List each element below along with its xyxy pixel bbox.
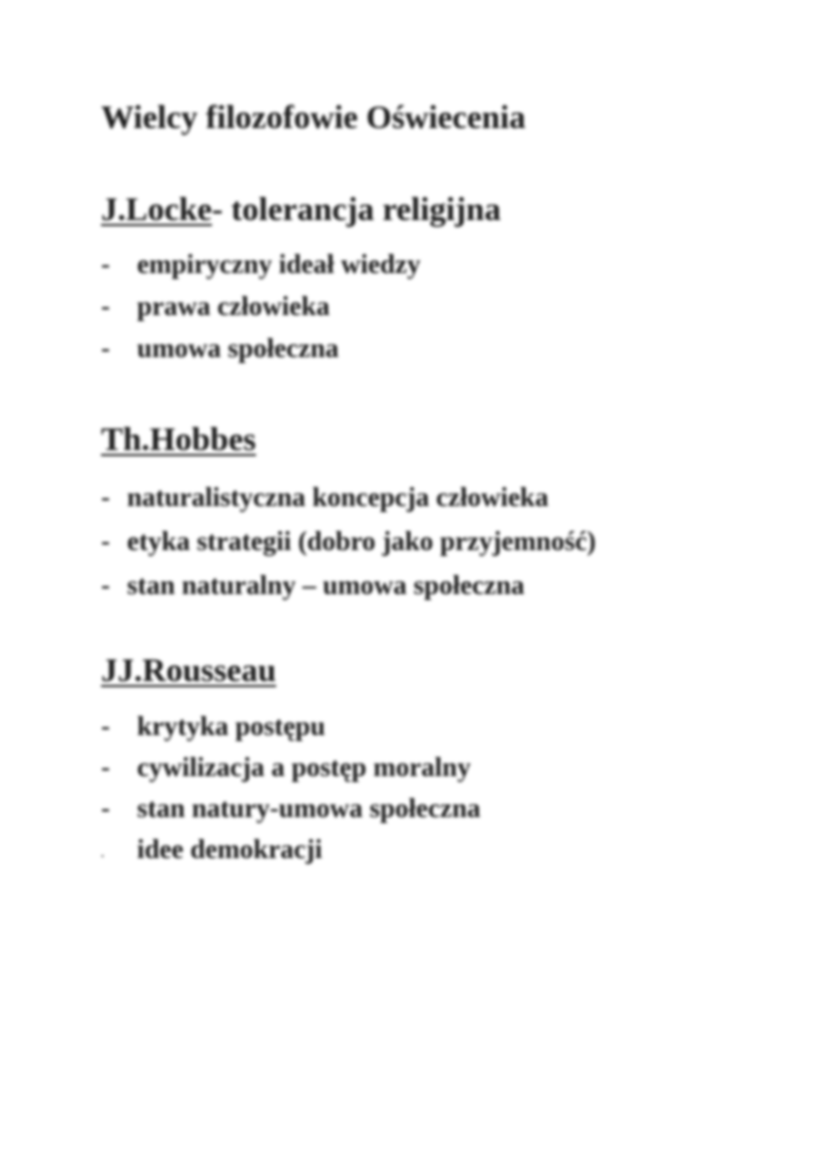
- list-item: . idee demokracji: [101, 834, 323, 864]
- idea-list: [101, 243, 501, 369]
- list-item: - etyka strategii (dobro jako przyjemność): [101, 526, 596, 556]
- list-item: - krytyka postępu: [101, 711, 326, 741]
- list-item: - stan natury-umowa społeczna: [101, 793, 481, 823]
- section-hobbes: [101, 422, 596, 607]
- heading-suffix: - tolerancja religijna: [211, 192, 501, 228]
- list-item: - cywilizacja a postęp moralny: [101, 752, 471, 782]
- section-rousseau: [101, 653, 481, 870]
- philosopher-name: JJ.Rousseau: [101, 653, 277, 689]
- list-item: - stan naturalny – umowa społeczna: [101, 570, 525, 600]
- idea-list: [101, 475, 596, 607]
- section-locke: [101, 192, 501, 369]
- section-heading: [101, 422, 596, 459]
- section-heading: [101, 192, 501, 229]
- list-item: - umowa społeczna: [101, 333, 339, 363]
- section-heading: [101, 653, 481, 690]
- idea-list: [101, 706, 481, 870]
- list-item: - empiryczny ideał wiedzy: [101, 249, 421, 279]
- philosopher-name: Th.Hobbes: [101, 422, 256, 458]
- list-item: - prawa człowieka: [101, 291, 330, 321]
- document-title: Wielcy filozofowie Oświecenia: [101, 100, 526, 136]
- list-item: - naturalistyczna koncepcja człowieka: [101, 482, 549, 512]
- philosopher-name: J.Locke: [101, 192, 212, 228]
